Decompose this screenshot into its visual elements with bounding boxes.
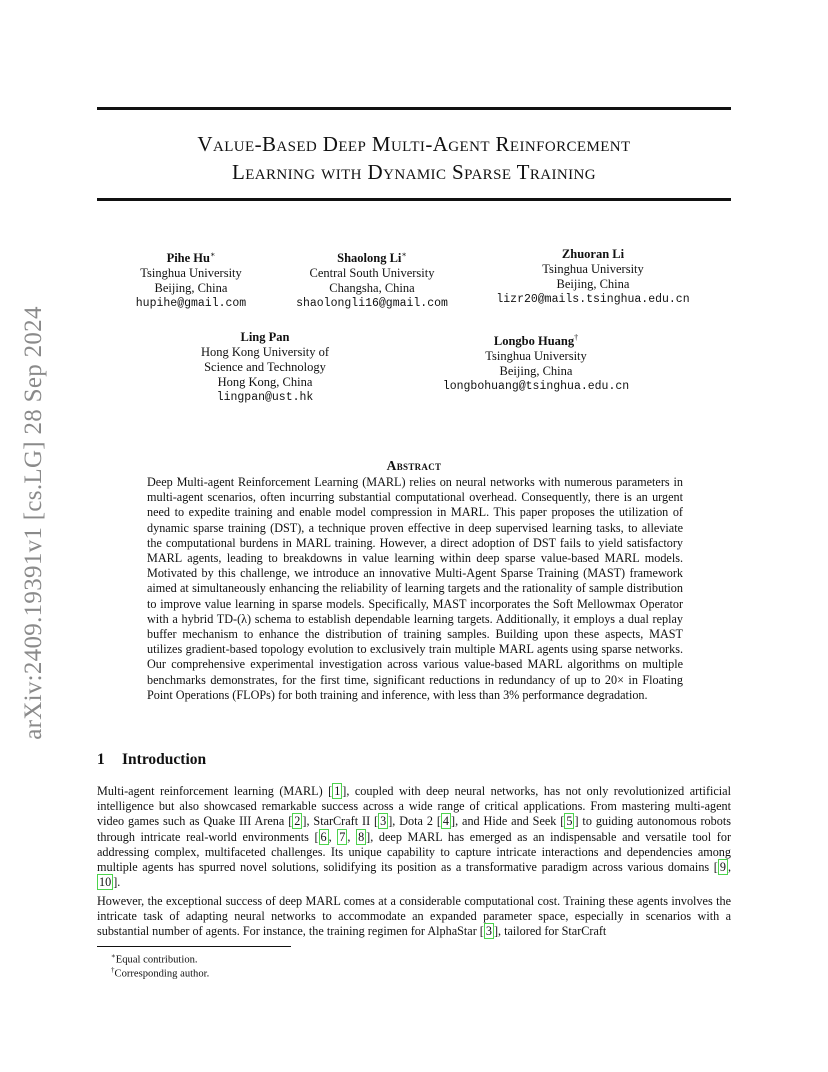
author-location: Beijing, China bbox=[556, 277, 630, 291]
citation-link[interactable]: 10 bbox=[99, 875, 112, 890]
title-rule-top bbox=[97, 107, 731, 110]
author-name: Pihe Hu∗ bbox=[166, 250, 216, 266]
footnote: †Corresponding author. bbox=[111, 966, 210, 980]
author-block bbox=[185, 330, 345, 405]
title-rule-bottom bbox=[97, 198, 731, 201]
section-title: Introduction bbox=[122, 751, 207, 768]
citation-link[interactable]: 3 bbox=[485, 924, 492, 939]
citation-link[interactable]: 1 bbox=[334, 784, 341, 798]
section-heading bbox=[97, 751, 206, 769]
author-affiliation: Central South University bbox=[309, 266, 435, 281]
title-line-2: Learning with Dynamic Sparse Training bbox=[231, 160, 597, 184]
author-email[interactable]: longbohuang@tsinghua.edu.cn bbox=[442, 380, 630, 394]
author-block bbox=[483, 247, 703, 307]
author-email[interactable]: lingpan@ust.hk bbox=[216, 391, 314, 404]
citation-link[interactable]: 6 bbox=[320, 829, 327, 844]
author-affiliation: Tsinghua University bbox=[485, 349, 587, 364]
author-location: Hong Kong, China bbox=[217, 375, 313, 389]
author-location: Changsha, China bbox=[329, 281, 415, 296]
citation-link[interactable]: 2 bbox=[294, 814, 301, 829]
author-email[interactable]: lizr20@mails.tsinghua.edu.cn bbox=[496, 293, 690, 306]
paper-title bbox=[97, 130, 731, 186]
author-affiliation: Hong Kong University of bbox=[200, 345, 330, 359]
section-number: 1 bbox=[97, 751, 105, 768]
author-affiliation: Tsinghua University bbox=[140, 266, 242, 281]
author-name: Longbo Huang† bbox=[493, 333, 579, 349]
author-affiliation-cont: Science and Technology bbox=[204, 360, 326, 374]
author-location: Beijing, China bbox=[154, 281, 228, 296]
author-block bbox=[106, 247, 276, 311]
abstract-heading: Abstract bbox=[386, 458, 442, 473]
author-location: Beijing, China bbox=[499, 364, 573, 379]
arxiv-side-stamp bbox=[4, 286, 64, 760]
abstract-text: Deep Multi-agent Reinforcement Learning (MARL) relies on neural networks with numerous parameters in multi-agent scenarios, often incurring substantial computational overhead. Consequently, there is an urgent need to expedite training and enable model compression in MARL. This paper proposes the utilization of dynamic sparse training (DST), a technique proven effective in deep supervised learning tasks, to alleviate the computational burdens in MARL training. However, a direct adoption of DST fails to yield satisfactory MARL agents, leading to breakdowns in value learning within deep sparse value-based MARL models. Motivated by this challenge, we introduce an innovative Multi-Agent Sparse Training (MAST) framework aimed at simultaneously enhancing the reliability of learning targets and the rationality of sample distribution to improve value learning in sparse models. Specifically, MAST incorporates the Soft Mellowmax Operator with a hybrid TD-(λ) schema to establish dependable learning targets. Additionally, it employs a dual replay buffer mechanism to enhance the distribution of training samples. Building upon these aspects, MAST utilizes gradient-based topology evolution to exclusively train multiple MARL agents using sparse networks. Our comprehensive experimental investigation across various value-based MARL algorithms on multiple benchmarks demonstrates, for the first time, significant reductions in redundancy of up to 20× in Floating Point Operations (FLOPs) for both training and inference, with less than 3% performance degradation. bbox=[147, 475, 683, 702]
intro-paragraph-2: However, the exceptional success of deep MARL comes at a considerable computational cost. Training these agents involves the intricate task of adapting neural networks to accommodate an expanded parameter space, especially in scenarios with a substantial number of agents. For instance, the training regimen for AlphaStar [ 3 ], tailored for StarCraft bbox=[97, 894, 731, 939]
intro-paragraph-1: Multi-agent reinforcement learning (MARL) [ 1 ], coupled with deep neural networks, has not only revolutionized artificial intelligence but also showcased remarkable success across a wide range of critical applications. From mastering multi-agent video games such as Quake III Arena [ 2 ], StarCraft II [ 3 ], Dota 2 [ 4 ], and Hide and Seek [ 5 ] to guiding autonomous robots through intricate real-world environments [ 6 , 7 , 8 ], deep MARL has emerged as an indispensable and versatile tool for addressing complex, multifaceted challenges. Its unique capability to capture intricate interactions and dependencies among multiple agents has spurred novel solutions, solidifying its position as a transformative paradigm across various domains [ 9 , 10 ]. bbox=[97, 784, 732, 890]
author-block bbox=[426, 330, 646, 394]
citation-link[interactable]: 8 bbox=[358, 829, 365, 844]
author-name: Ling Pan bbox=[240, 330, 290, 344]
author-name: Zhuoran Li bbox=[561, 247, 625, 261]
footnote: ∗Equal contribution. bbox=[111, 952, 198, 966]
citation-link[interactable]: 4 bbox=[442, 814, 450, 829]
citation-link[interactable]: 9 bbox=[719, 860, 726, 875]
author-block bbox=[282, 247, 462, 311]
citation-link[interactable]: 5 bbox=[566, 814, 573, 829]
footnote-rule bbox=[97, 946, 291, 947]
citation-link[interactable]: 7 bbox=[339, 829, 346, 844]
title-line-1: Value-Based Deep Multi-Agent Reinforcement bbox=[197, 132, 631, 156]
author-email[interactable]: shaolongli16@gmail.com bbox=[296, 297, 448, 311]
author-name: Shaolong Li∗ bbox=[337, 250, 407, 266]
author-affiliation: Tsinghua University bbox=[542, 262, 644, 276]
arxiv-identifier: arXiv:2409.19391v1 [cs.LG] 28 Sep 2024 bbox=[20, 306, 48, 740]
author-email[interactable]: hupihe@gmail.com bbox=[135, 297, 247, 311]
citation-link[interactable]: 3 bbox=[380, 814, 387, 829]
